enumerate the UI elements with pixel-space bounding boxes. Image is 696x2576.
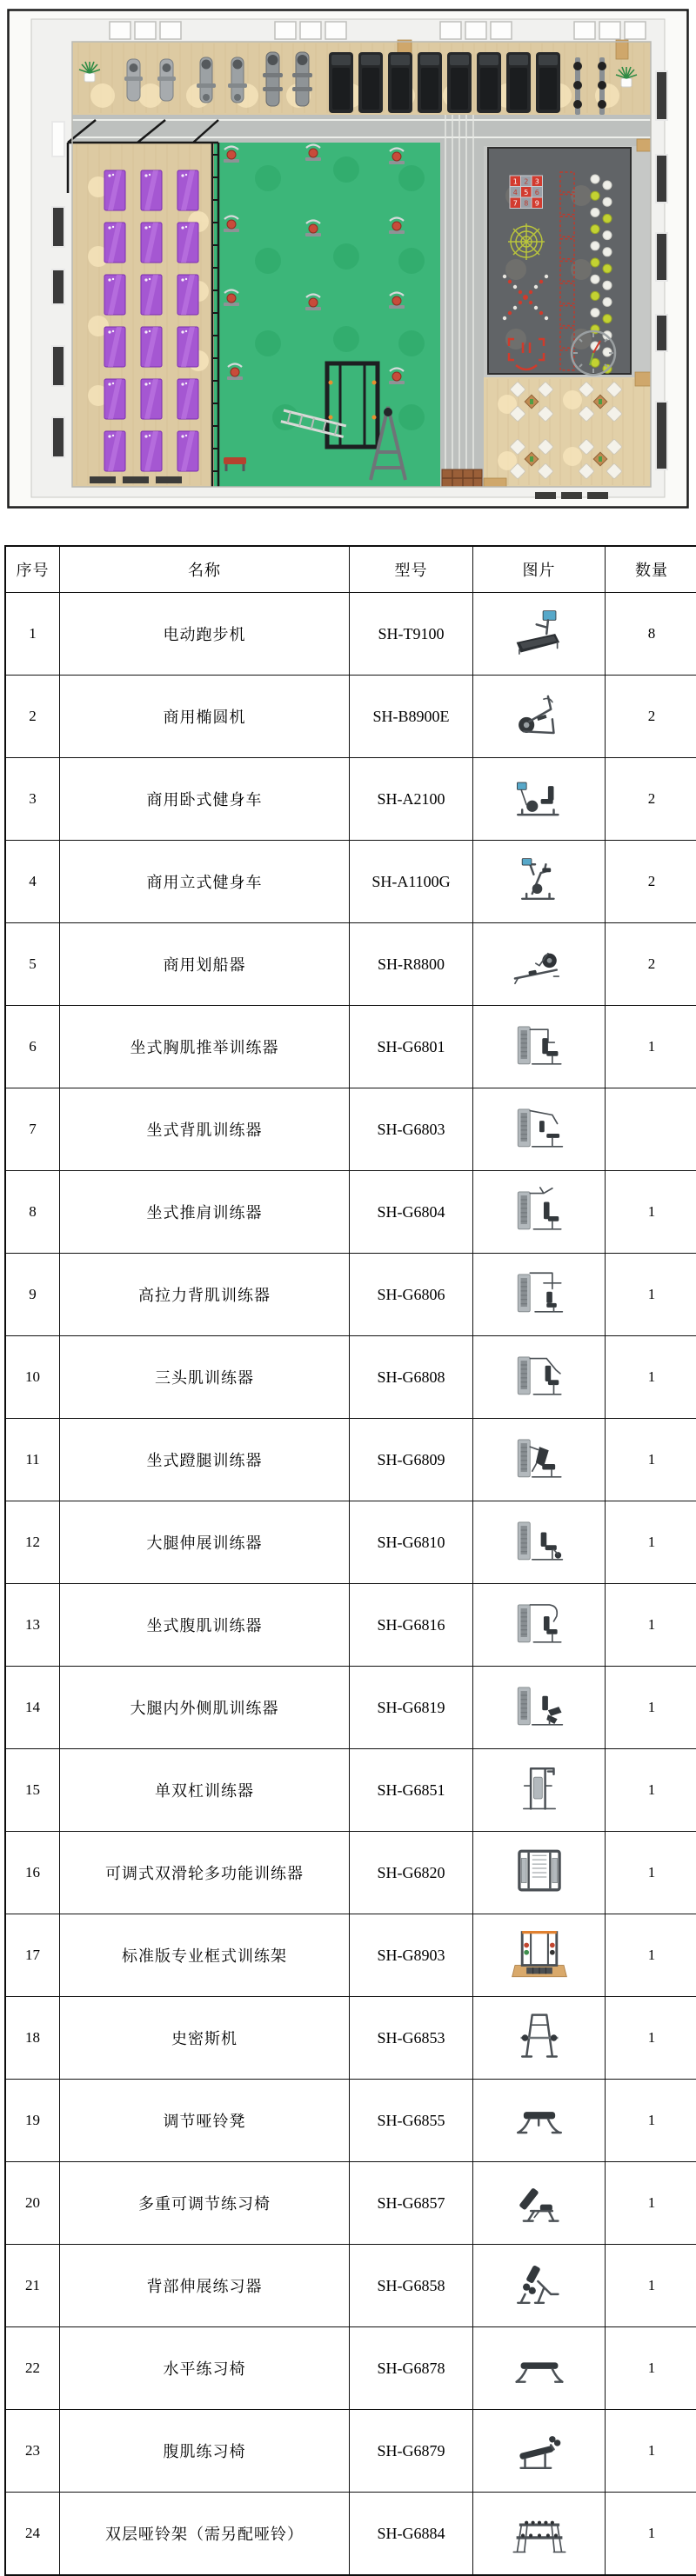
table-row [5, 2410, 696, 2493]
row-index: 19 [5, 2080, 60, 2162]
equipment-model: SH-G8903 [350, 1914, 473, 1997]
yoga-mat-icon [104, 379, 125, 419]
equipment-model: SH-G6806 [350, 1254, 473, 1336]
equipment-qty: 1 [606, 1419, 696, 1501]
equipment-image [473, 1667, 606, 1749]
yoga-mat-icon [141, 379, 162, 419]
svg-text:7: 7 [513, 200, 518, 208]
equipment-model: SH-A2100 [350, 758, 473, 841]
svg-text:9: 9 [535, 200, 539, 208]
equipment-model: SH-T9100 [350, 593, 473, 676]
equipment-name: 电动跑步机 [60, 593, 350, 676]
backext-icon [511, 2257, 568, 2314]
equipment-model: SH-G6820 [350, 1832, 473, 1914]
equipment-image [473, 2410, 606, 2493]
column-header: 序号 [5, 546, 60, 593]
equipment-qty: 2 [606, 676, 696, 758]
svg-text:8: 8 [524, 200, 528, 208]
treadmill-top-icon [329, 52, 353, 113]
equipment-model: SH-R8800 [350, 923, 473, 1006]
equipment-name: 三头肌训练器 [60, 1336, 350, 1419]
treadmill-top-icon [388, 52, 412, 113]
treadmill-top-icon [447, 52, 472, 113]
bike-up-icon [511, 853, 568, 910]
yoga-mat-icon [177, 170, 198, 210]
treadmill-top-icon [477, 52, 501, 113]
row-index: 7 [5, 1088, 60, 1171]
equipment-name: 背部伸展练习器 [60, 2245, 350, 2327]
equipment-name: 标准版专业框式训练架 [60, 1914, 350, 1997]
treadmill-top-icon [358, 52, 383, 113]
equipment-model: SH-G6855 [350, 2080, 473, 2162]
equipment-qty: 1 [606, 1254, 696, 1336]
equipment-model: SH-G6853 [350, 1997, 473, 2080]
rack17-icon [511, 1927, 568, 1984]
equipment-table [4, 545, 696, 2576]
equipment-name: 腹肌练习椅 [60, 2410, 350, 2493]
equipment-image [473, 1914, 606, 1997]
row-index: 11 [5, 1419, 60, 1501]
equipment-qty: 1 [606, 2327, 696, 2410]
equipment-qty: 1 [606, 1584, 696, 1667]
yoga-mat-icon [104, 170, 125, 210]
bike-rec-icon [511, 770, 568, 828]
equipment-model: SH-A1100G [350, 841, 473, 923]
row-index: 16 [5, 1832, 60, 1914]
equipment-image [473, 1997, 606, 2080]
yoga-mat-icon [141, 327, 162, 367]
yoga-mat-icon [104, 431, 125, 471]
equipment-qty: 1 [606, 2245, 696, 2327]
table-row [5, 676, 696, 758]
row-index: 4 [5, 841, 60, 923]
treadmill-icon [511, 605, 568, 662]
equipment-model: SH-G6803 [350, 1088, 473, 1171]
equipment-image [473, 2493, 606, 2576]
table-row [5, 1749, 696, 1832]
yoga-mat-icon [141, 431, 162, 471]
equipment-image [473, 2327, 606, 2410]
equipment-qty: 8 [606, 593, 696, 676]
equipment-model: SH-G6801 [350, 1006, 473, 1088]
floor-plan-svg [7, 9, 689, 509]
table-row [5, 1667, 696, 1749]
equipment-image [473, 758, 606, 841]
equipment-qty: 1 [606, 2410, 696, 2493]
row-index: 6 [5, 1006, 60, 1088]
equipment-name: 商用划船器 [60, 923, 350, 1006]
equipment-name: 坐式蹬腿训练器 [60, 1419, 350, 1501]
window-pane [135, 22, 156, 39]
equipment-name: 史密斯机 [60, 1997, 350, 2080]
m-row-icon [511, 1101, 568, 1158]
equipment-model: SH-G6857 [350, 2162, 473, 2245]
row-index: 2 [5, 676, 60, 758]
row-index: 21 [5, 2245, 60, 2327]
window-pane [275, 22, 296, 39]
column-header: 图片 [473, 546, 606, 593]
equipment-image [473, 1749, 606, 1832]
equipment-model: SH-B8900E [350, 676, 473, 758]
equipment-image [473, 1171, 606, 1254]
yoga-mat-icon [104, 223, 125, 263]
yoga-mat-icon [141, 223, 162, 263]
table-row [5, 841, 696, 923]
equipment-name: 双层哑铃架（需另配哑铃） [60, 2493, 350, 2576]
dip-icon [511, 1761, 568, 1819]
yoga-mat-icon [177, 431, 198, 471]
equipment-model: SH-G6810 [350, 1501, 473, 1584]
equipment-image [473, 1501, 606, 1584]
equipment-image [473, 2245, 606, 2327]
bench22-icon [511, 2340, 568, 2397]
equipment-model: SH-G6809 [350, 1419, 473, 1501]
treadmill-top-icon [536, 52, 560, 113]
equipment-name: 高拉力背肌训练器 [60, 1254, 350, 1336]
m-legpress-icon [511, 1431, 568, 1488]
treadmill-top-icon [506, 52, 531, 113]
table-row [5, 1171, 696, 1254]
spider-web-marking [508, 223, 545, 260]
row-index: 3 [5, 758, 60, 841]
table-row [5, 923, 696, 1006]
cable-icon [511, 1844, 568, 1901]
recumbent-bike-top-icon [157, 59, 176, 101]
elliptical-icon [511, 688, 568, 745]
equipment-name: 坐式腹肌训练器 [60, 1584, 350, 1667]
equipment-qty: 1 [606, 1336, 696, 1419]
equipment-qty [606, 1088, 696, 1171]
table-row [5, 1832, 696, 1914]
table-row [5, 1088, 696, 1171]
equipment-model: SH-G6884 [350, 2493, 473, 2576]
yoga-mat-icon [104, 275, 125, 315]
row-index: 23 [5, 2410, 60, 2493]
m-ab-icon [511, 1596, 568, 1654]
row-index: 8 [5, 1171, 60, 1254]
row-index: 10 [5, 1336, 60, 1419]
svg-text:4: 4 [513, 189, 518, 196]
table-row [5, 1997, 696, 2080]
equipment-name: 可调式双滑轮多功能训练器 [60, 1832, 350, 1914]
equipment-name: 坐式背肌训练器 [60, 1088, 350, 1171]
equipment-model: SH-G6851 [350, 1749, 473, 1832]
abbench-icon [511, 2422, 568, 2479]
table-row [5, 1006, 696, 1088]
bench19-icon [511, 2092, 568, 2149]
m-triceps-icon [511, 1348, 568, 1406]
table-row [5, 1336, 696, 1419]
row-index: 15 [5, 1749, 60, 1832]
equipment-qty: 2 [606, 923, 696, 1006]
dbrack-icon [511, 2505, 568, 2562]
equipment-image [473, 1584, 606, 1667]
equipment-qty: 2 [606, 758, 696, 841]
equipment-qty: 1 [606, 1006, 696, 1088]
equipment-name: 多重可调节练习椅 [60, 2162, 350, 2245]
table-row [5, 758, 696, 841]
svg-text:3: 3 [535, 178, 539, 186]
column-header: 数量 [606, 546, 696, 593]
equipment-qty: 1 [606, 2162, 696, 2245]
table-row [5, 2245, 696, 2327]
yoga-mat-icon [177, 379, 198, 419]
dumbbell-stand-icon [573, 57, 582, 115]
table-row [5, 2080, 696, 2162]
doormat-icon [442, 469, 482, 487]
equipment-model: SH-G6808 [350, 1336, 473, 1419]
equipment-image [473, 2080, 606, 2162]
equipment-model: SH-G6819 [350, 1667, 473, 1749]
equipment-image [473, 593, 606, 676]
window-pane [625, 22, 646, 39]
equipment-image [473, 1419, 606, 1501]
equipment-model: SH-G6816 [350, 1584, 473, 1667]
equipment-image [473, 1088, 606, 1171]
window-pane [325, 22, 346, 39]
table-row [5, 2162, 696, 2245]
equipment-name: 单双杠训练器 [60, 1749, 350, 1832]
equipment-qty: 2 [606, 841, 696, 923]
yoga-mat-icon [141, 275, 162, 315]
hopscotch-grid [510, 176, 543, 209]
window-pane [300, 22, 321, 39]
table-row [5, 1254, 696, 1336]
equipment-name: 大腿内外侧肌训练器 [60, 1667, 350, 1749]
equipment-qty: 1 [606, 1832, 696, 1914]
table-row [5, 1419, 696, 1501]
equipment-name: 大腿伸展训练器 [60, 1501, 350, 1584]
equipment-name: 水平练习椅 [60, 2327, 350, 2410]
table-row [5, 1501, 696, 1584]
window-pane [110, 22, 130, 39]
row-index: 20 [5, 2162, 60, 2245]
equipment-model: SH-G6879 [350, 2410, 473, 2493]
rower-icon [511, 935, 568, 993]
m-legext-icon [511, 1514, 568, 1571]
m-thigh-icon [511, 1679, 568, 1736]
recumbent-bike-top-icon [124, 59, 143, 101]
equipment-model: SH-G6804 [350, 1171, 473, 1254]
window-pane [440, 22, 461, 39]
table-row [5, 2327, 696, 2410]
equipment-image [473, 2162, 606, 2245]
equipment-image [473, 841, 606, 923]
equipment-image [473, 1832, 606, 1914]
m-pulldown-icon [511, 1266, 568, 1323]
equipment-image [473, 1336, 606, 1419]
row-index: 24 [5, 2493, 60, 2576]
m-shoulder-icon [511, 1183, 568, 1241]
gym-floor-plan [7, 9, 689, 509]
column-header: 型号 [350, 546, 473, 593]
yoga-mat-icon [141, 170, 162, 210]
row-index: 1 [5, 593, 60, 676]
equipment-image [473, 923, 606, 1006]
table-row [5, 1914, 696, 1997]
equipment-qty: 1 [606, 1749, 696, 1832]
svg-text:1: 1 [513, 178, 518, 186]
table-row [5, 1584, 696, 1667]
equipment-image [473, 1006, 606, 1088]
table-header-row [5, 546, 696, 593]
equipment-model: SH-G6858 [350, 2245, 473, 2327]
row-index: 14 [5, 1667, 60, 1749]
bench20-icon [511, 2174, 568, 2232]
equipment-qty: 1 [606, 1171, 696, 1254]
yoga-mat-icon [177, 223, 198, 263]
column-header: 名称 [60, 546, 350, 593]
equipment-image [473, 676, 606, 758]
svg-text:2: 2 [524, 178, 528, 186]
equipment-qty: 1 [606, 1914, 696, 1997]
window-pane [465, 22, 486, 39]
equipment-qty: 1 [606, 2493, 696, 2576]
equipment-name: 坐式胸肌推举训练器 [60, 1006, 350, 1088]
equipment-qty: 1 [606, 1997, 696, 2080]
row-index: 13 [5, 1584, 60, 1667]
table-row [5, 593, 696, 676]
svg-text:5: 5 [524, 189, 528, 196]
equipment-qty: 1 [606, 1667, 696, 1749]
equipment-name: 调节哑铃凳 [60, 2080, 350, 2162]
yoga-mat-icon [177, 327, 198, 367]
equipment-name: 商用椭圆机 [60, 676, 350, 758]
equipment-image [473, 1254, 606, 1336]
equipment-model: SH-G6878 [350, 2327, 473, 2410]
treadmill-top-icon [418, 52, 442, 113]
vertical-road [440, 115, 484, 487]
m-chest-icon [511, 1018, 568, 1075]
window-pane [491, 22, 512, 39]
yoga-mat-icon [177, 275, 198, 315]
window-pane [160, 22, 181, 39]
row-index: 12 [5, 1501, 60, 1584]
row-index: 18 [5, 1997, 60, 2080]
smith-icon [511, 2009, 568, 2067]
row-index: 9 [5, 1254, 60, 1336]
yoga-mat-icon [104, 327, 125, 367]
equipment-name: 商用立式健身车 [60, 841, 350, 923]
window-pane [574, 22, 595, 39]
dumbbell-stand-icon [598, 57, 606, 115]
equipment-name: 坐式推肩训练器 [60, 1171, 350, 1254]
row-index: 5 [5, 923, 60, 1006]
equipment-qty: 1 [606, 1501, 696, 1584]
equipment-name: 商用卧式健身车 [60, 758, 350, 841]
window-pane [599, 22, 620, 39]
svg-text:6: 6 [535, 189, 539, 196]
equipment-qty: 1 [606, 2080, 696, 2162]
table-row [5, 2493, 696, 2576]
row-index: 22 [5, 2327, 60, 2410]
row-index: 17 [5, 1914, 60, 1997]
